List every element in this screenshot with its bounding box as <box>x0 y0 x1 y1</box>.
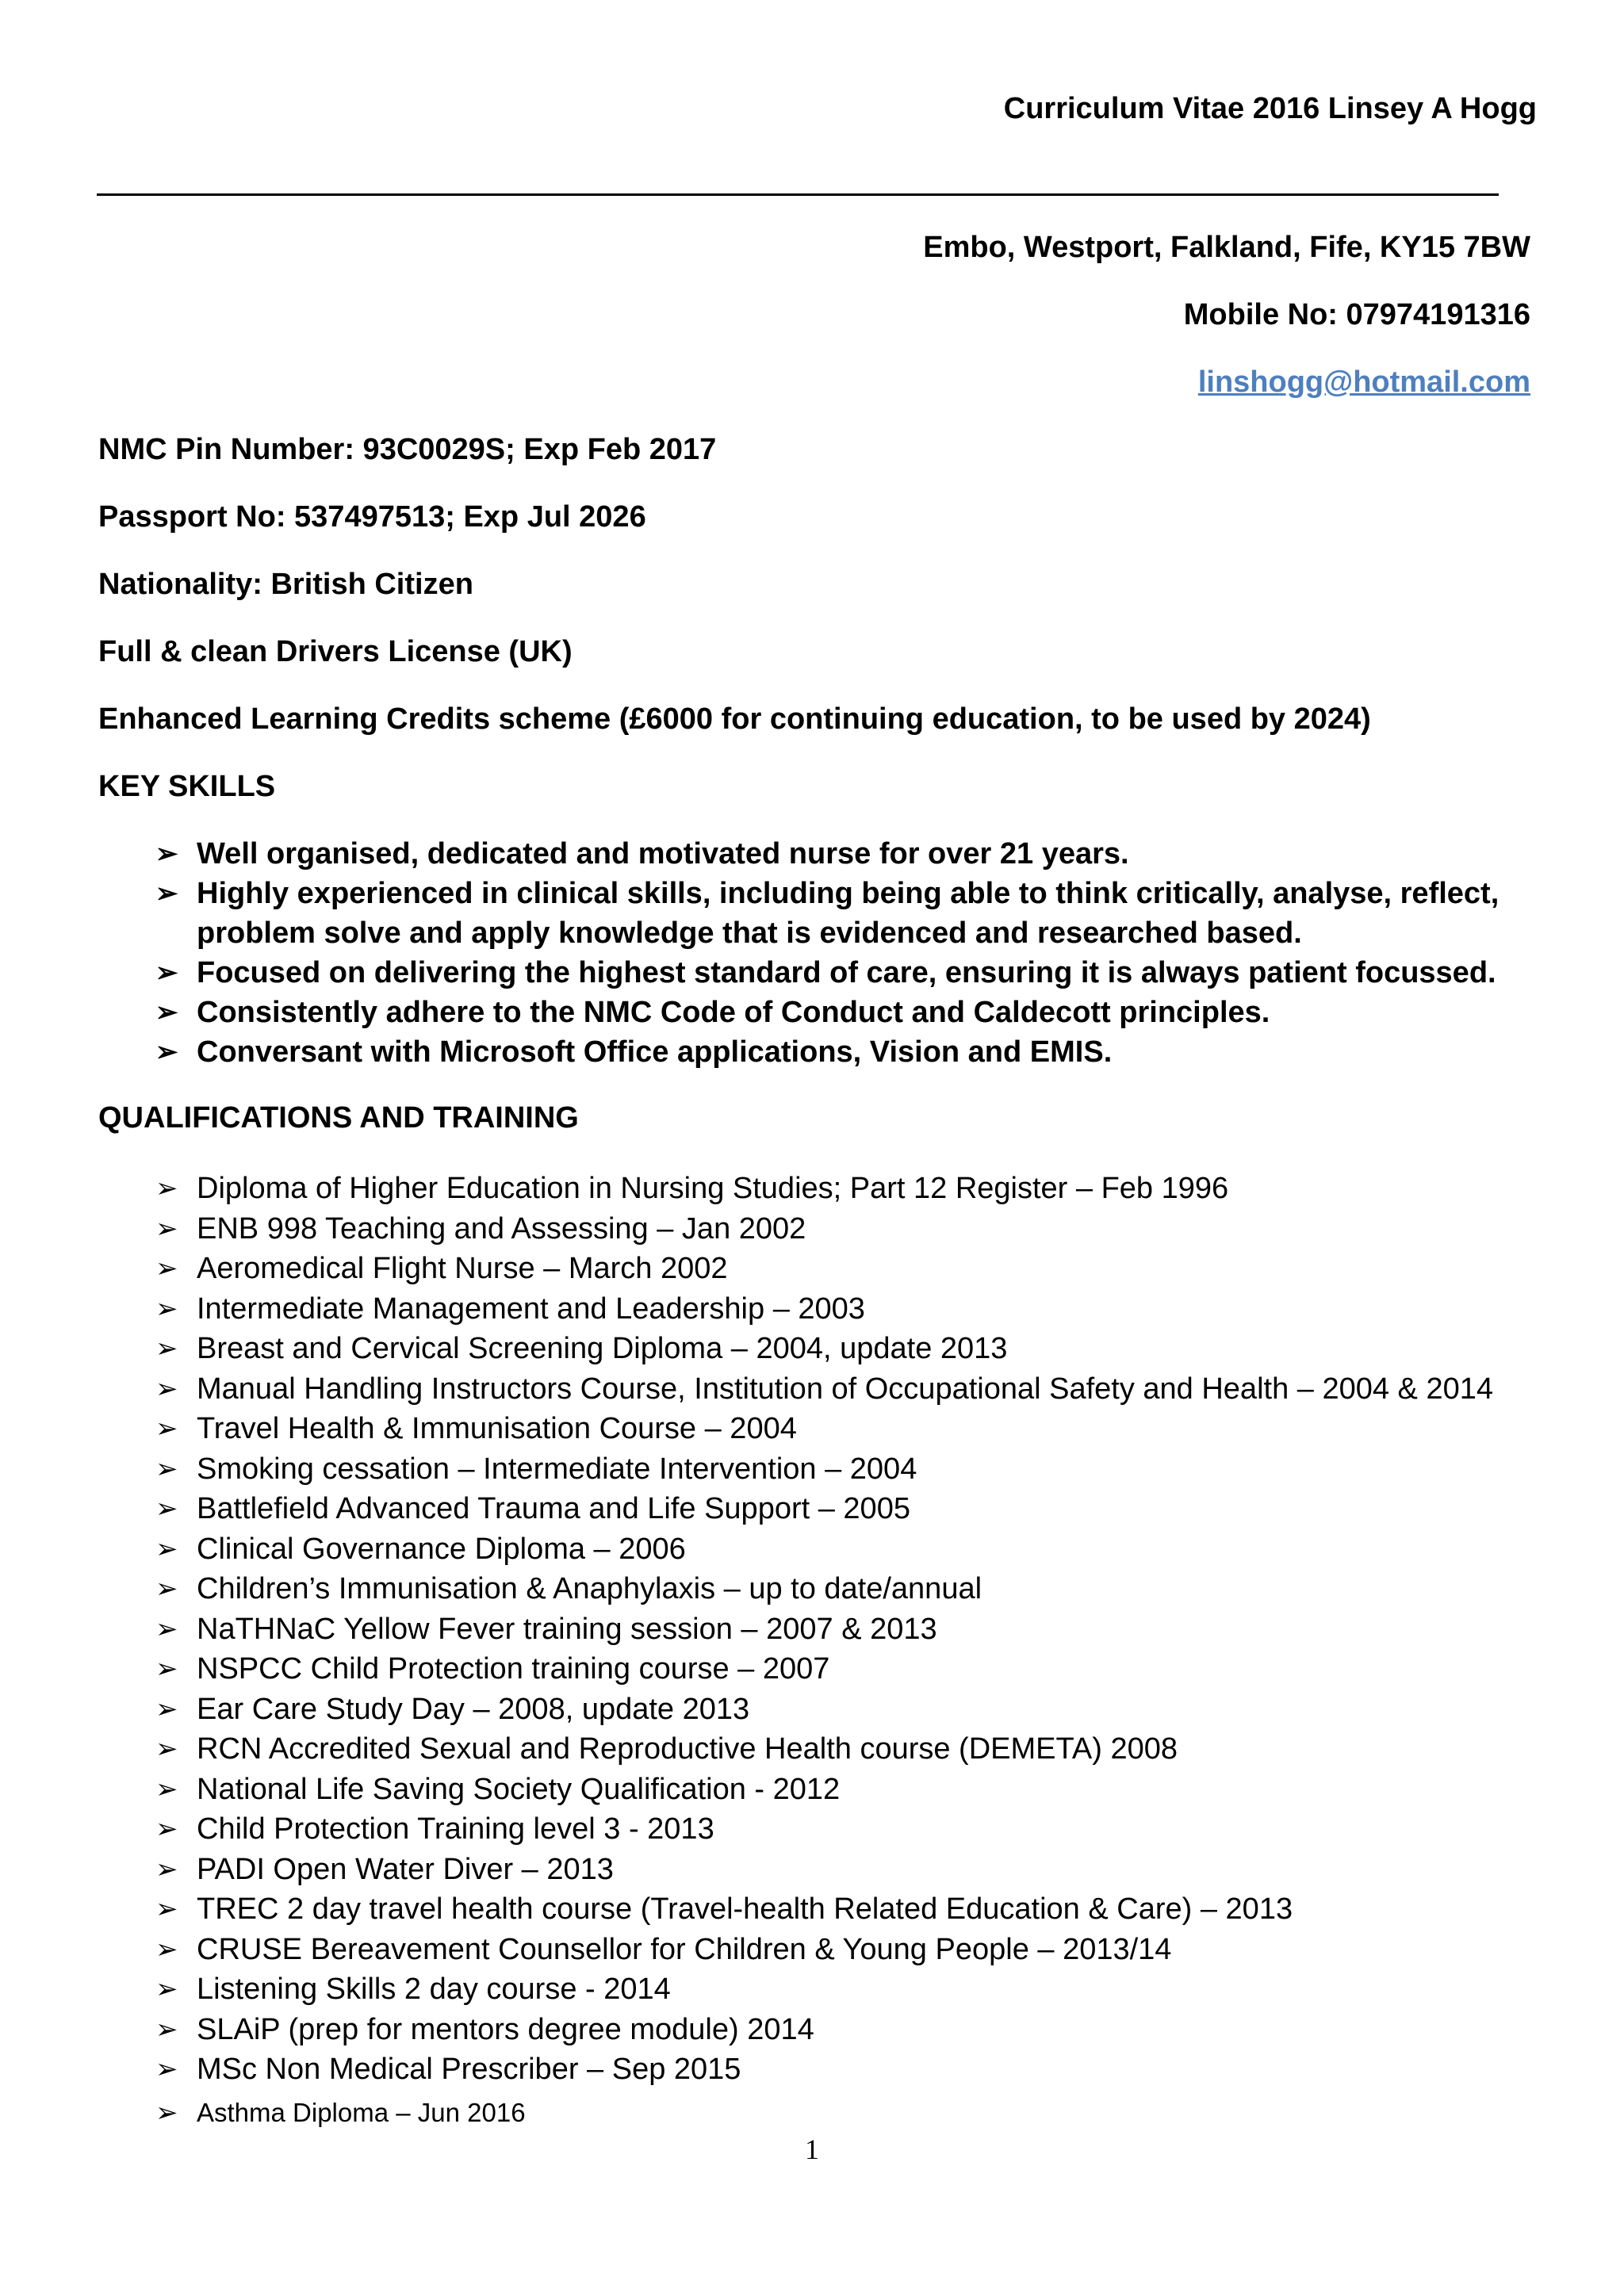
arrow-bullet-icon: ➢ <box>155 1334 178 1364</box>
qualification-text: PADI Open Water Diver – 2013 <box>197 1852 614 1886</box>
qualification-text: Listening Skills 2 day course - 2014 <box>197 1973 671 2006</box>
document-title: Curriculum Vitae 2016 Linsey A Hogg <box>1003 92 1537 125</box>
list-item <box>155 1889 1551 1930</box>
qualification-text: NSPCC Child Protection training course – 2007 <box>197 1652 830 1686</box>
arrow-bullet-icon: ➢ <box>155 1613 178 1644</box>
arrow-bullet-icon: ➢ <box>155 1894 178 1924</box>
arrow-bullet-icon: ➢ <box>155 1213 178 1244</box>
qualification-text: Manual Handling Instructors Course, Institution of Occupational Safety and Health – 2004 & 2014 <box>197 1372 1493 1406</box>
list-item <box>155 1449 1551 1490</box>
list-item <box>155 1609 1551 1650</box>
qualification-text: Breast and Cervical Screening Diploma – 2004, update 2013 <box>197 1332 1008 1365</box>
arrow-bullet-icon: ➢ <box>155 1453 178 1484</box>
arrow-bullet-icon: ➢ <box>155 1654 178 1684</box>
qualification-text: CRUSE Bereavement Counsellor for Children & Young People – 2013/14 <box>197 1932 1172 1966</box>
key-skills-heading: KEY SKILLS <box>98 770 276 803</box>
list-item <box>155 1249 1551 1289</box>
arrow-bullet-icon: ➢ <box>155 1774 178 1804</box>
list-item <box>155 1329 1551 1369</box>
list-item <box>155 874 1535 953</box>
qualification-text: TREC 2 day travel health course (Travel-health Related Education & Care) – 2013 <box>197 1892 1293 1926</box>
list-item <box>155 1529 1551 1570</box>
list-item <box>155 2010 1551 2050</box>
skill-text: Highly experienced in clinical skills, including being able to think critically, analyse, reflect, problem solve and apply knowledge that is evidenced and researched based. <box>197 877 1500 950</box>
list-item <box>155 1729 1551 1770</box>
list-item <box>155 1169 1551 1209</box>
qualifications-list <box>155 1169 1551 2136</box>
nationality: Nationality: British Citizen <box>98 568 473 601</box>
learning-credits: Enhanced Learning Credits scheme (£6000 for continuing education, to be used by 2024) <box>98 702 1371 736</box>
qualification-text: National Life Saving Society Qualification - 2012 <box>197 1772 841 1806</box>
qualification-text: Aeromedical Flight Nurse – March 2002 <box>197 1252 728 1285</box>
arrow-bullet-icon: ➢ <box>155 1533 178 1564</box>
qualifications-heading: QUALIFICATIONS AND TRAINING <box>98 1101 579 1135</box>
qualification-text: Children’s Immunisation & Anaphylaxis – up to date/annual <box>197 1572 982 1605</box>
qualification-text: Clinical Governance Diploma – 2006 <box>197 1532 686 1566</box>
qualification-text: RCN Accredited Sexual and Reproductive Health course (DEMETA) 2008 <box>197 1732 1178 1766</box>
list-item <box>155 1930 1551 1970</box>
qualification-text: ENB 998 Teaching and Assessing – Jan 2002 <box>197 1211 806 1246</box>
arrow-bullet-icon: ➢ <box>155 2014 178 2045</box>
arrow-bullet-icon: ➢ <box>155 1814 178 1844</box>
arrow-bullet-icon: ➢ <box>155 2097 178 2128</box>
list-item <box>155 1649 1551 1689</box>
qualification-text: Travel Health & Immunisation Course – 2004 <box>197 1412 797 1445</box>
arrow-bullet-icon: ➢ <box>155 1037 178 1067</box>
list-item <box>155 1850 1551 1890</box>
arrow-bullet-icon: ➢ <box>155 1934 178 1965</box>
arrow-bullet-icon: ➢ <box>155 1974 178 2004</box>
list-item <box>155 1770 1551 1810</box>
arrow-bullet-icon: ➢ <box>155 878 178 909</box>
page-number: 1 <box>805 2133 819 2165</box>
list-item <box>155 1032 1535 1072</box>
qualification-text: Asthma Diploma – Jun 2016 <box>197 2097 526 2127</box>
arrow-bullet-icon: ➢ <box>155 839 178 869</box>
arrow-bullet-icon: ➢ <box>155 1494 178 1524</box>
email-link[interactable]: linshogg@hotmail.com <box>1197 365 1530 399</box>
qualification-text: Smoking cessation – Intermediate Intervention – 2004 <box>197 1452 917 1486</box>
arrow-bullet-icon: ➢ <box>155 997 178 1027</box>
list-item <box>155 1969 1551 2010</box>
skill-text: Conversant with Microsoft Office applications, Vision and EMIS. <box>197 1035 1113 1069</box>
skill-text: Consistently adhere to the NMC Code of Conduct and Caldecott principles. <box>197 996 1270 1029</box>
list-item <box>155 1569 1551 1609</box>
qualification-text: Intermediate Management and Leadership – 2003 <box>197 1292 865 1326</box>
skill-text: Focused on delivering the highest standard of care, ensuring it is always patient focussed. <box>197 956 1496 989</box>
key-skills-list <box>155 834 1535 1072</box>
list-item <box>155 2049 1551 2090</box>
qualification-text: Ear Care Study Day – 2008, update 2013 <box>197 1692 750 1726</box>
qualification-text: Diploma of Higher Education in Nursing Studies; Part 12 Register – Feb 1996 <box>197 1172 1229 1205</box>
list-item <box>155 1289 1551 1330</box>
list-item <box>155 1409 1551 1449</box>
qualification-text: SLAiP (prep for mentors degree module) 2014 <box>197 2012 814 2046</box>
list-item <box>155 1489 1551 1529</box>
qualification-text: MSc Non Medical Prescriber – Sep 2015 <box>197 2053 741 2086</box>
contact-address: Embo, Westport, Falkland, Fife, KY15 7BW <box>923 231 1530 264</box>
qualification-text: Battlefield Advanced Trauma and Life Support – 2005 <box>197 1492 910 1525</box>
arrow-bullet-icon: ➢ <box>155 1854 178 1885</box>
list-item <box>155 2090 1551 2136</box>
arrow-bullet-icon: ➢ <box>155 1173 178 1203</box>
passport-number: Passport No: 537497513; Exp Jul 2026 <box>98 500 646 534</box>
arrow-bullet-icon: ➢ <box>155 958 178 988</box>
drivers-license: Full & clean Drivers License (UK) <box>98 635 573 668</box>
list-item <box>155 1209 1551 1249</box>
list-item <box>155 1369 1551 1410</box>
list-item <box>155 1689 1551 1730</box>
skill-text: Well organised, dedicated and motivated nurse for over 21 years. <box>197 837 1129 871</box>
arrow-bullet-icon: ➢ <box>155 1414 178 1444</box>
arrow-bullet-icon: ➢ <box>155 1293 178 1324</box>
nmc-pin: NMC Pin Number: 93C0029S; Exp Feb 2017 <box>98 433 717 466</box>
list-item <box>155 834 1535 874</box>
list-item <box>155 993 1535 1032</box>
header-divider <box>97 193 1499 196</box>
arrow-bullet-icon: ➢ <box>155 1693 178 1724</box>
list-item <box>155 953 1535 993</box>
arrow-bullet-icon: ➢ <box>155 2054 178 2084</box>
arrow-bullet-icon: ➢ <box>155 1373 178 1404</box>
list-item <box>155 1809 1551 1850</box>
arrow-bullet-icon: ➢ <box>155 1253 178 1284</box>
contact-mobile: Mobile No: 07974191316 <box>1183 298 1530 331</box>
qualification-text: NaTHNaC Yellow Fever training session – 2007 & 2013 <box>197 1612 937 1646</box>
arrow-bullet-icon: ➢ <box>155 1734 178 1764</box>
arrow-bullet-icon: ➢ <box>155 1574 178 1604</box>
qualification-text: Child Protection Training level 3 - 2013 <box>197 1812 714 1846</box>
